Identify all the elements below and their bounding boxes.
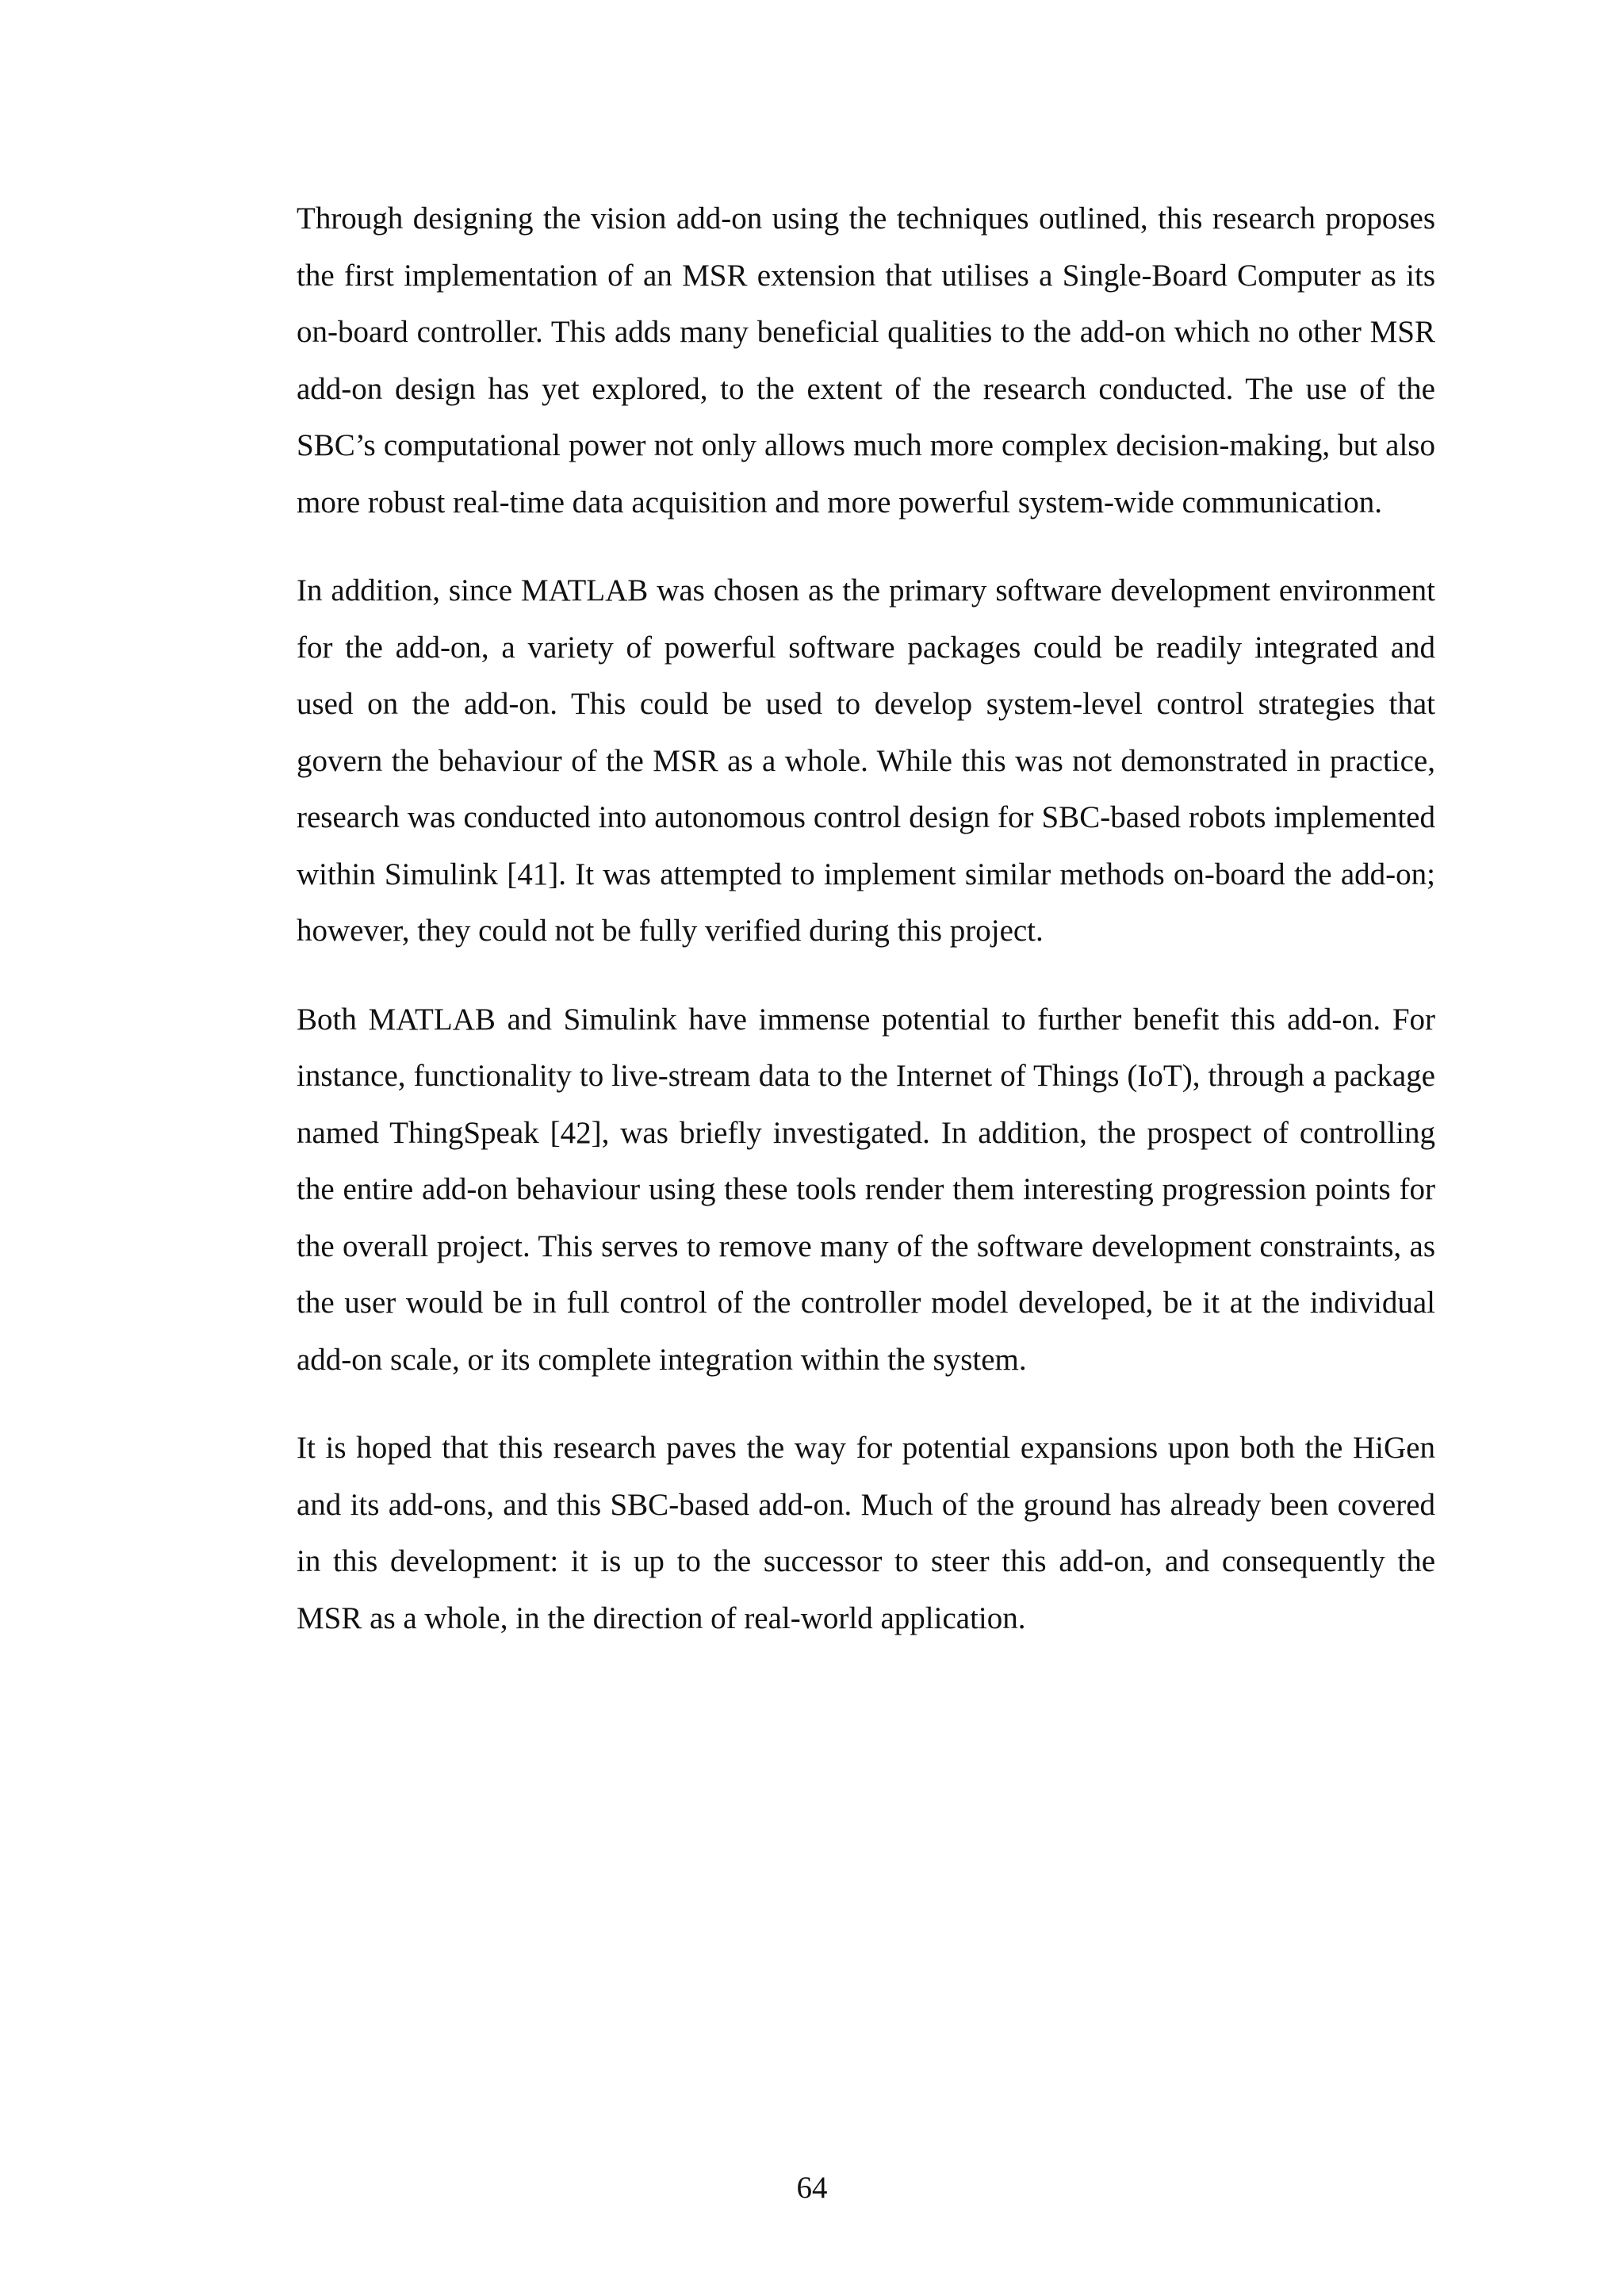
page-number: 64 [796, 2171, 828, 2205]
paragraph-4: It is hoped that this research paves the way for potential expansions upon both the HiGen and its add-ons, and this SBC-based add-on. Much of the ground has already been covered in this development: it is up to the successor to steer this add-on, and consequently the MSR as a whole, in the direction of real-world application. [297, 1431, 1435, 1635]
paragraph-2: In addition, since MATLAB was chosen as the primary software development environment for the add-on, a variety of powerful software packages could be readily integrated and used on the add-on. This could be used to develop system-level control strategies that govern the behaviour of the MSR as a whole. While this was not demonstrated in practice, research was conducted into autonomous control design for SBC-based robots implemented within Simulink [41]. It was attempted to implement similar methods on-board the add-on; however, they could not be fully verified during this project. [297, 573, 1435, 948]
paragraph-1: Through designing the vision add-on using the techniques outlined, this research proposes the first implementation of an MSR extension that utilises a Single-Board Computer as its on-board controller. This adds many beneficial qualities to the add-on which no other MSR add-on design has yet explored, to the extent of the research conducted. The use of the SBC’s computational power not only allows much more complex decision-making, but also more robust real-time data acquisition and more powerful system-wide communication. [297, 201, 1435, 519]
document-body [297, 190, 1435, 1678]
paragraph-3: Both MATLAB and Simulink have immense potential to further benefit this add-on. For instance, functionality to live-stream data to the Internet of Things (IoT), through a package named ThingSpeak [42], was briefly investigated. In addition, the prospect of controlling the entire add-on behaviour using these tools render them interesting progression points for the overall project. This serves to remove many of the software development constraints, as the user would be in full control of the controller model developed, be it at the individual add-on scale, or its complete integration within the system. [297, 1002, 1435, 1377]
